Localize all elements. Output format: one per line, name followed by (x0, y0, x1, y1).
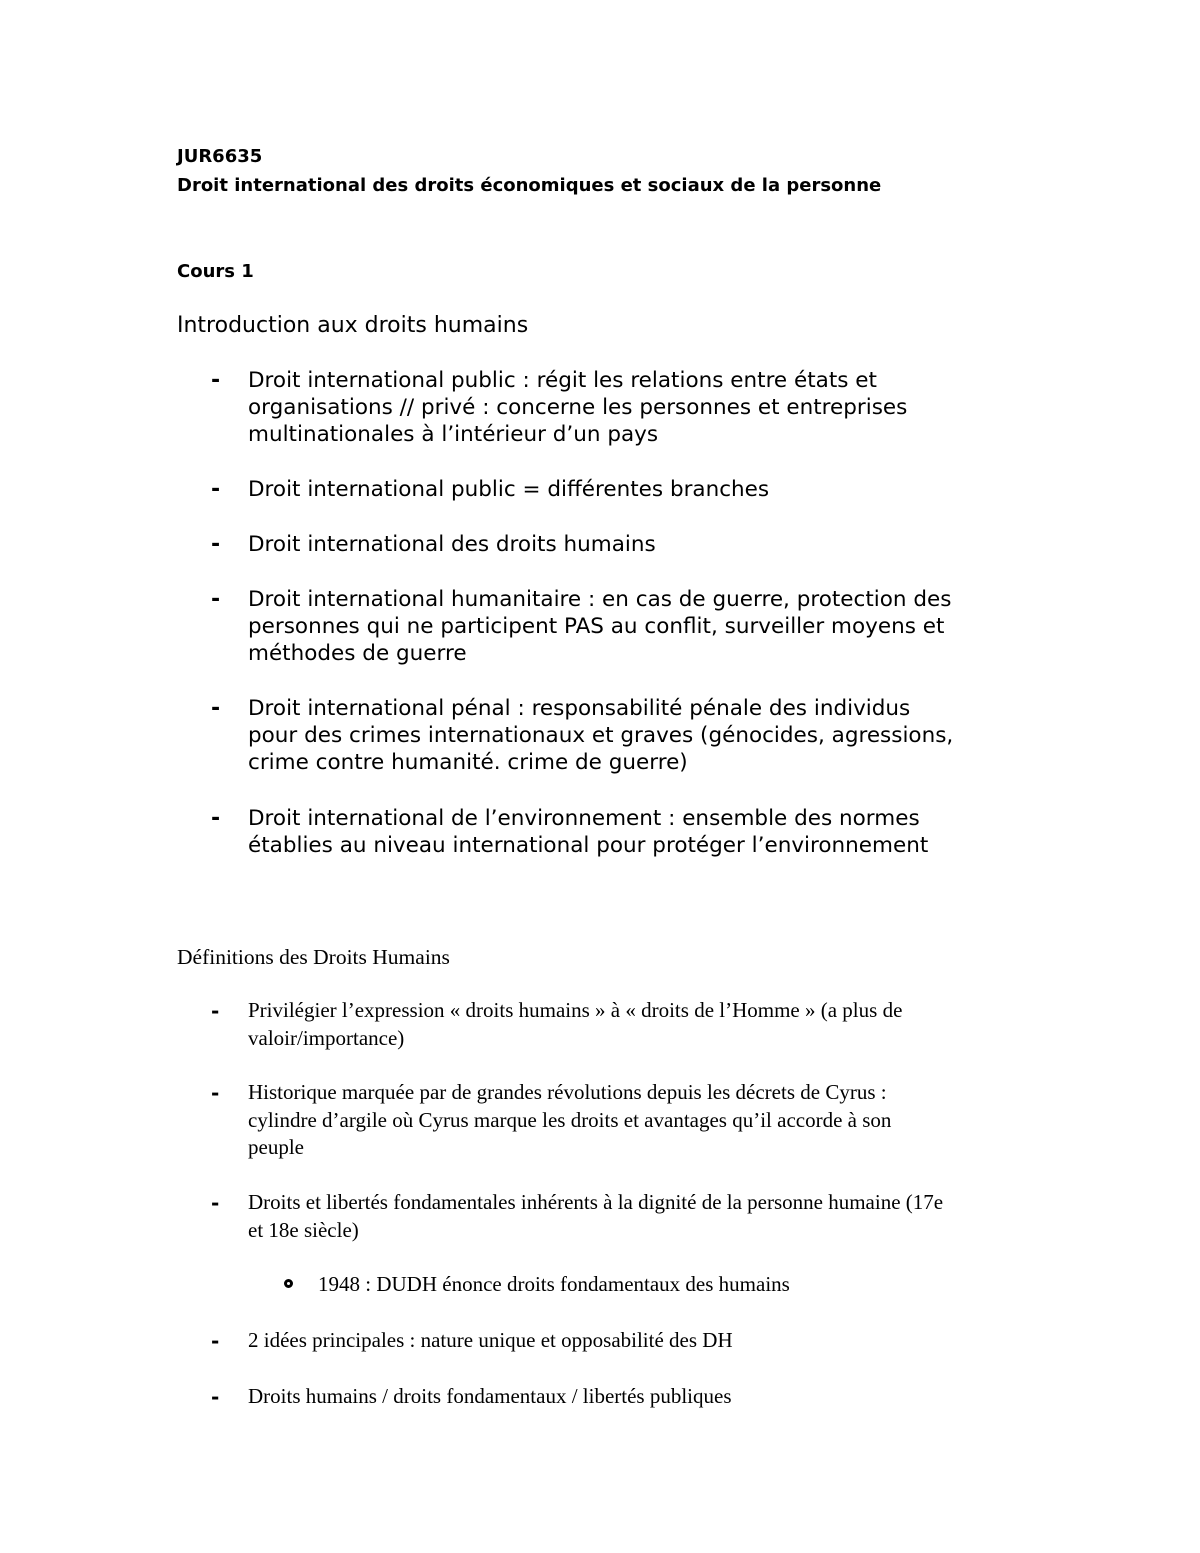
dash-bullet: - (211, 368, 221, 393)
list-item-text: 2 idées principales : nature unique et opposabilité des DH (248, 1328, 733, 1352)
list-item-text: Droit international public : régit les relations entre états et organisations // privé : concerne les personnes et entreprises multinationales à l’intérieur d’un pays (248, 368, 908, 448)
list-item-text: Privilégier l’expression « droits humains » à « droits de l’Homme » (a plus de valoir/importance) (248, 998, 903, 1050)
list-item-text: Droit international des droits humains (248, 532, 656, 557)
dash-bullet: - (211, 1385, 220, 1409)
dash-bullet: - (211, 532, 221, 557)
list-item-text: Droit international pénal : responsabilité pénale des individus pour des crimes internationaux et graves (génocides, agressions, crime contre humanité. crime de guerre) (248, 696, 954, 776)
dash-bullet: - (211, 806, 221, 831)
dash-bullet: - (211, 999, 220, 1023)
course-code: JUR6635 (177, 146, 263, 167)
list-item-text: Droit international humanitaire : en cas de guerre, protection des personnes qui ne participent PAS au conflit, surveiller moyens et méthodes de guerre (248, 587, 952, 667)
section-heading-definitions: Définitions des Droits Humains (177, 945, 450, 969)
dash-bullet: - (211, 587, 221, 612)
sub-list-item-text: 1948 : DUDH énonce droits fondamentaux des humains (318, 1272, 790, 1296)
dash-bullet: - (211, 1191, 220, 1215)
list-item-text: Historique marquée par de grandes révolutions depuis les décrets de Cyrus : cylindre d’argile où Cyrus marque les droits et avantages qu’il accorde à son peuple (248, 1080, 892, 1159)
dash-bullet: - (211, 1081, 220, 1105)
course-title: Droit international des droits économiques et sociaux de la personne (177, 175, 882, 196)
lesson-label: Cours 1 (177, 261, 254, 282)
dash-bullet: - (211, 477, 221, 502)
hollow-circle-bullet-icon (284, 1279, 293, 1288)
dash-bullet: - (211, 1329, 220, 1353)
list-item-text: Droits et libertés fondamentales inhérents à la dignité de la personne humaine (17e et 18e siècle) (248, 1190, 944, 1242)
section-heading-introduction: Introduction aux droits humains (177, 313, 529, 338)
list-item-text: Droit international public = différentes branches (248, 477, 770, 502)
list-item-text: Droit international de l’environnement : ensemble des normes établies au niveau international pour protéger l’environnement (248, 806, 929, 859)
dash-bullet: - (211, 696, 221, 721)
list-item-text: Droits humains / droits fondamentaux / libertés publiques (248, 1384, 732, 1408)
